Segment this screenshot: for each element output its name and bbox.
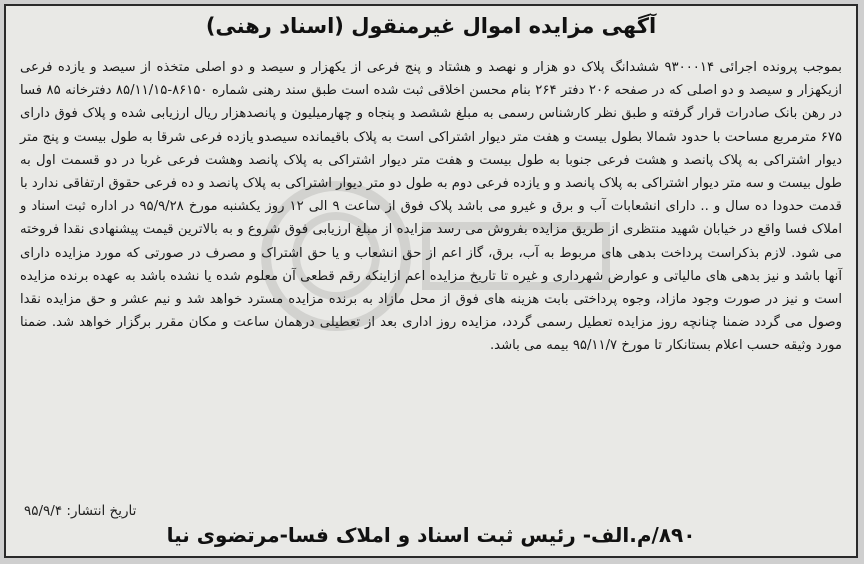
notice-body: بموجب پرونده اجرائی ۹۳۰۰۰۱۴ ششدانگ پلاک دو هزار و نهصد و هشتاد و پنج فرعی از یکهزار و سیصد و دو اصلی متخذه از سیصد و یازده فرعی ازیکهزار و سیصد و دو اصلی که در صفحه ۲۰۶ دفتر ۲۶۴ بنام محسن اخلاقی ثبت شده است طبق سند رهنی شماره ۸۶۱۵۰-۸۵/۱۱/۱۵ دفترخانه ۸۵ فسا در رهن بانک صادرات قرار گرفته و طبق نظر کارشناس رسمی به مبلغ ششصد و پنجاه و چهارمیلیون و پانصدهزار ریال ارزیابی شده و پلاک فوق دارای ۶۷۵ مترمربع مساحت با حدود شمالا بطول بیست و هفت متر دیوار اشتراکی است به پلاک باقیمانده سیصدو یازده فرعی شرقا به طول بیست و پنج متر دیوار اشتراکی به پلاک پانصد و هشت فرعی جنوبا به طول بیست و هفت متر دیوار اشتراکی به پلاک پانصد وهشت فرعی غربا در دو قسمت اول به طول بیست و سه متر دیوار اشتراکی به پلاک پانصد و و یازده فرعی دوم به طول دو متر دیوار اشتراکی به پلاک پانصد و ده فرعی حقوق ارتفاقی ندارد با قدمت حدودا ده سال و .. دارای انشعابات آب و برق و غیرو می باشد پلاک فوق از ساعت ۹ الی ۱۲ روز یکشنبه مورخ ۹۵/۹/۲۸ در اداره ثبت اسناد و املاک فسا واقع در خیابان شهید منتظری از طریق مزایده بفروش می رسد مزایده از مبلغ ارزیابی فوق شروع و به بالاترین قیمت پیشنهادی نقدا فروخته می شود. لازم بذکراست پرداخت بدهی های مربوط به آب، برق، گاز اعم از حق انشعاب و یا حق اشتراک و مصرف در صورتی که مورد مزایده دارای آنها باشد و نیز بدهی های مالیاتی و عوارض شهرداری و غیره تا تاریخ مزایده اعم ازاینکه رقم قطعی آن معلوم شده یا نشده باشد به عهده برنده مزایده است و نیز در صورت وجود مازاد، وجوه پرداختی بابت هزینه های فوق از محل مازاد به برنده مزایده مسترد خواهد شد و نیم عشر و حق مزایده نقدا وصول می گردد ضمنا چنانچه روز مزایده تعطیل رسمی گردد، مزایده روز اداری بعد از تعطیلی درهمان ساعت و مکان مقرر برگزار خواهد شد. ضمنا مورد وثیقه حسب اعلام بستانکار تا مورخ ۹۵/۱۱/۷ بیمه می باشد. bbox=[20, 60, 843, 354]
notice-title: آگهی مزایده اموال غیرمنقول (اسناد رهنی) bbox=[205, 14, 657, 38]
notice-signature: ۸۹۰/م.الف- رئیس ثبت اسناد و املاک فسا-مرتضوی نیا bbox=[166, 523, 696, 547]
publish-date: تاریخ انتشار: ۹۵/۹/۴ bbox=[24, 503, 137, 519]
notice-page bbox=[4, 4, 858, 558]
